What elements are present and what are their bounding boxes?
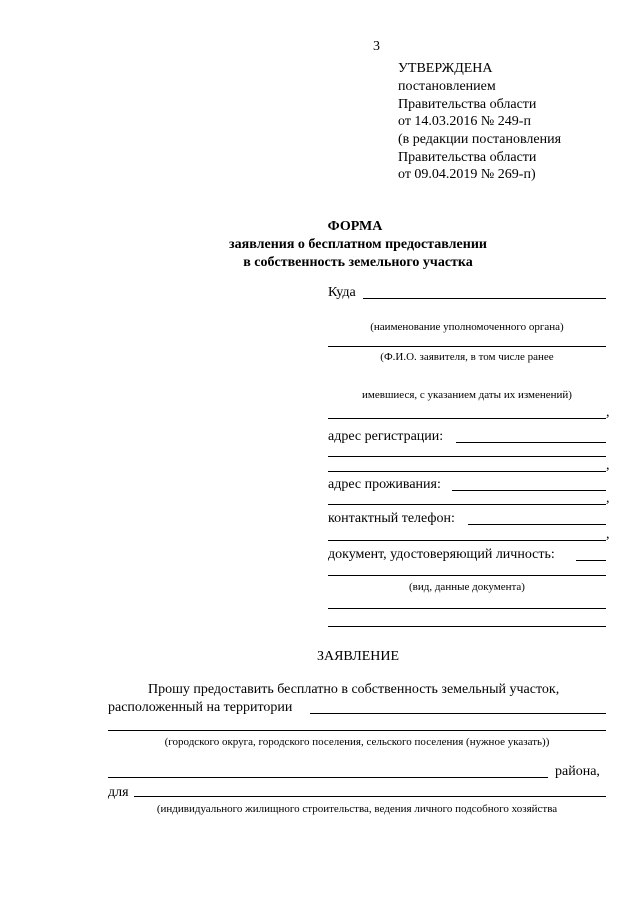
- reg-address-field-3[interactable]: [328, 471, 606, 472]
- phone-field[interactable]: [468, 524, 606, 525]
- phone-field-2[interactable]: [328, 540, 606, 541]
- fio-field[interactable]: [328, 346, 606, 347]
- comma: ,: [606, 527, 610, 542]
- live-label: адрес проживания:: [328, 477, 441, 492]
- territory-field[interactable]: [310, 713, 606, 714]
- approval-line: Правительства области: [398, 97, 537, 112]
- fio-hint-1: (Ф.И.О. заявителя, в том числе ранее: [380, 351, 554, 363]
- doc-label: документ, удостоверяющий личность:: [328, 547, 555, 562]
- live-address-field[interactable]: [452, 490, 606, 491]
- comma: ,: [606, 491, 610, 506]
- purpose-field[interactable]: [134, 796, 606, 797]
- purpose-hint: (индивидуального жилищного строительства, ведения личного подсобного хозяйства: [156, 803, 558, 815]
- approval-line: УТВЕРЖДЕНА: [398, 61, 493, 76]
- fio-field-extra[interactable]: [328, 418, 606, 419]
- phone-label: контактный телефон:: [328, 511, 455, 526]
- page-number: 3: [373, 39, 380, 54]
- reg-address-field-2[interactable]: [328, 456, 606, 457]
- form-heading: ФОРМА: [327, 219, 383, 234]
- for-label: для: [108, 785, 129, 800]
- reg-label: адрес регистрации:: [328, 429, 444, 444]
- doc-field[interactable]: [576, 560, 606, 561]
- approval-line: от 14.03.2016 № 249-п: [398, 114, 531, 129]
- doc-field-4[interactable]: [328, 626, 606, 627]
- fio-hint-2: имевшиеся, с указанием даты их изменений): [362, 389, 572, 401]
- approval-line: от 09.04.2019 № 269-п): [398, 167, 536, 182]
- district-field[interactable]: [108, 777, 548, 778]
- form-subtitle-line2: в собственность земельного участка: [243, 255, 473, 270]
- approval-line: постановлением: [398, 79, 496, 94]
- approval-line: (в редакции постановления: [398, 132, 562, 147]
- comma: ,: [606, 458, 610, 473]
- reg-address-field[interactable]: [456, 442, 606, 443]
- form-subtitle-line1: заявления о бесплатном предоставлении: [229, 237, 487, 252]
- statement-line1: Прошу предоставить бесплатно в собственность земельный участок,: [148, 682, 560, 697]
- approval-line: Правительства области: [398, 150, 537, 165]
- statement-line2: расположенный на территории: [108, 700, 293, 715]
- statement-heading: ЗАЯВЛЕНИЕ: [316, 649, 400, 664]
- territory-field-2[interactable]: [108, 730, 606, 731]
- live-address-field-2[interactable]: [328, 504, 606, 505]
- authority-hint: (наименование уполномоченного органа): [370, 321, 564, 333]
- authority-field[interactable]: [363, 298, 606, 299]
- doc-field-2[interactable]: [328, 575, 606, 576]
- comma: ,: [606, 405, 610, 420]
- doc-hint: (вид, данные документа): [409, 581, 525, 593]
- doc-field-3[interactable]: [328, 608, 606, 609]
- to-label: Куда: [328, 285, 356, 300]
- district-suffix: района,: [555, 764, 600, 779]
- territory-hint: (городского округа, городского поселения, сельского поселения (нужное указать)): [164, 736, 550, 748]
